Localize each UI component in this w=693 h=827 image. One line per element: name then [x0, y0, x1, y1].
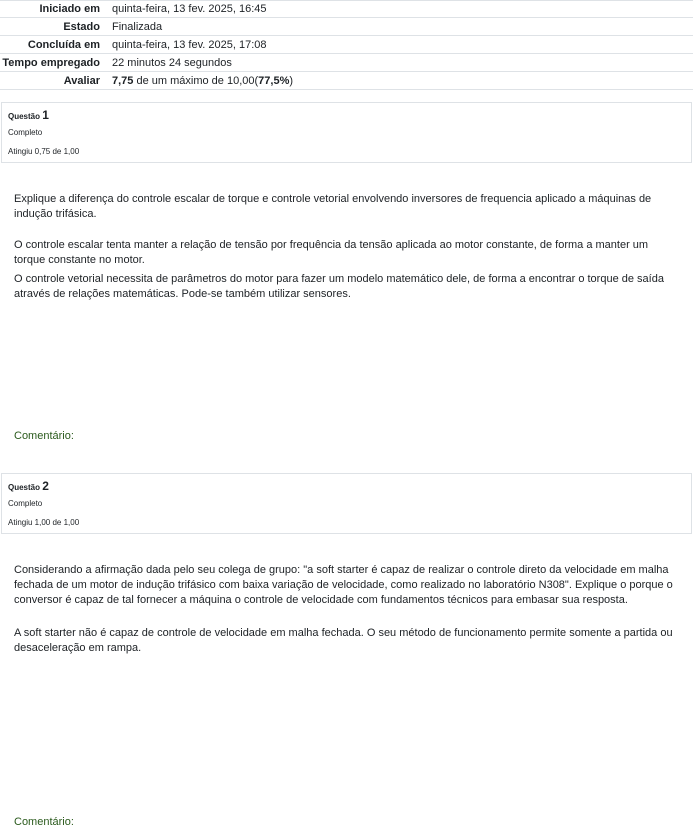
- summary-row-time-taken: [0, 54, 693, 72]
- question-title-prefix: Questão: [8, 112, 41, 121]
- grade-middle: de um máximo de 10,00(: [133, 74, 259, 87]
- summary-value: Finalizada: [112, 20, 163, 33]
- question-number: 2: [42, 479, 49, 493]
- summary-value: quinta-feira, 13 fev. 2025, 16:45: [112, 3, 267, 15]
- grade-percent: 77,5%: [258, 74, 290, 87]
- summary-label: Avaliar: [63, 74, 100, 87]
- summary-label: Concluída em: [27, 38, 100, 51]
- question-2-answer: [14, 626, 680, 656]
- grade-score: 7,75: [112, 74, 134, 87]
- summary-value: 22 minutos 24 segundos: [112, 56, 232, 69]
- summary-row-started: [0, 0, 693, 18]
- question-prompt-text: Considerando a afirmação dada pelo seu colega de grupo: "a soft starter é capaz de realizar o controle direto da velocidade em malha fechada de um motor de indução trifásico com baixa variação de velocidade, como realizado no laboratório N308". Explique o porque o conversor é capaz de tal fornecer a máquina o controle de velocidade com fundamentos técnicos para embasar sua resposta.: [14, 564, 673, 606]
- question-grade: Atingiu 0,75 de 1,00: [8, 147, 80, 156]
- grade-end: ): [289, 74, 294, 87]
- question-title: [8, 109, 685, 123]
- summary-value: quinta-feira, 13 fev. 2025, 17:08: [112, 38, 267, 51]
- question-2-info: [1, 473, 692, 534]
- answer-paragraph: A soft starter não é capaz de controle de velocidade em malha fechada. O seu método de funcionamento permite somente a partida ou desaceleração em rampa.: [14, 627, 673, 654]
- question-2-comment-label: Comentário:: [14, 816, 74, 827]
- summary-label: Tempo empregado: [2, 56, 100, 69]
- question-1-info: [1, 102, 692, 163]
- summary-label: Iniciado em: [39, 3, 100, 15]
- question-state: Completo: [8, 499, 43, 508]
- summary-row-state: [0, 18, 693, 36]
- question-state: Completo: [8, 128, 43, 137]
- question-1-answer: [14, 238, 680, 302]
- question-number: 1: [42, 108, 49, 122]
- question-grade: Atingiu 1,00 de 1,00: [8, 518, 80, 527]
- question-prompt-text: Explique a diferença do controle escalar de torque e controle vetorial envolvendo inversores de frequencia aplicado a máquinas de indução trifásica.: [14, 193, 652, 220]
- summary-label: Estado: [63, 20, 100, 33]
- grade-value: [106, 75, 693, 87]
- summary-row-completed: [0, 36, 693, 54]
- question-title-prefix: Questão: [8, 483, 41, 492]
- attempt-summary-table: [0, 0, 693, 90]
- question-1-prompt: [14, 192, 680, 222]
- answer-paragraph: O controle escalar tenta manter a relação de tensão por frequência da tensão aplicada ao motor constante, de forma a manter um torque constante no motor.: [14, 239, 649, 266]
- question-2-prompt: [14, 563, 680, 608]
- answer-paragraph: O controle vetorial necessita de parâmetros do motor para fazer um modelo matemático dele, de forma a encontrar o torque de saída através de relações matemáticas. Pode-se também utilizar sensores.: [14, 273, 664, 300]
- summary-row-grade: [0, 72, 693, 90]
- question-1-comment-label: Comentário:: [14, 430, 74, 442]
- question-title: [8, 480, 685, 494]
